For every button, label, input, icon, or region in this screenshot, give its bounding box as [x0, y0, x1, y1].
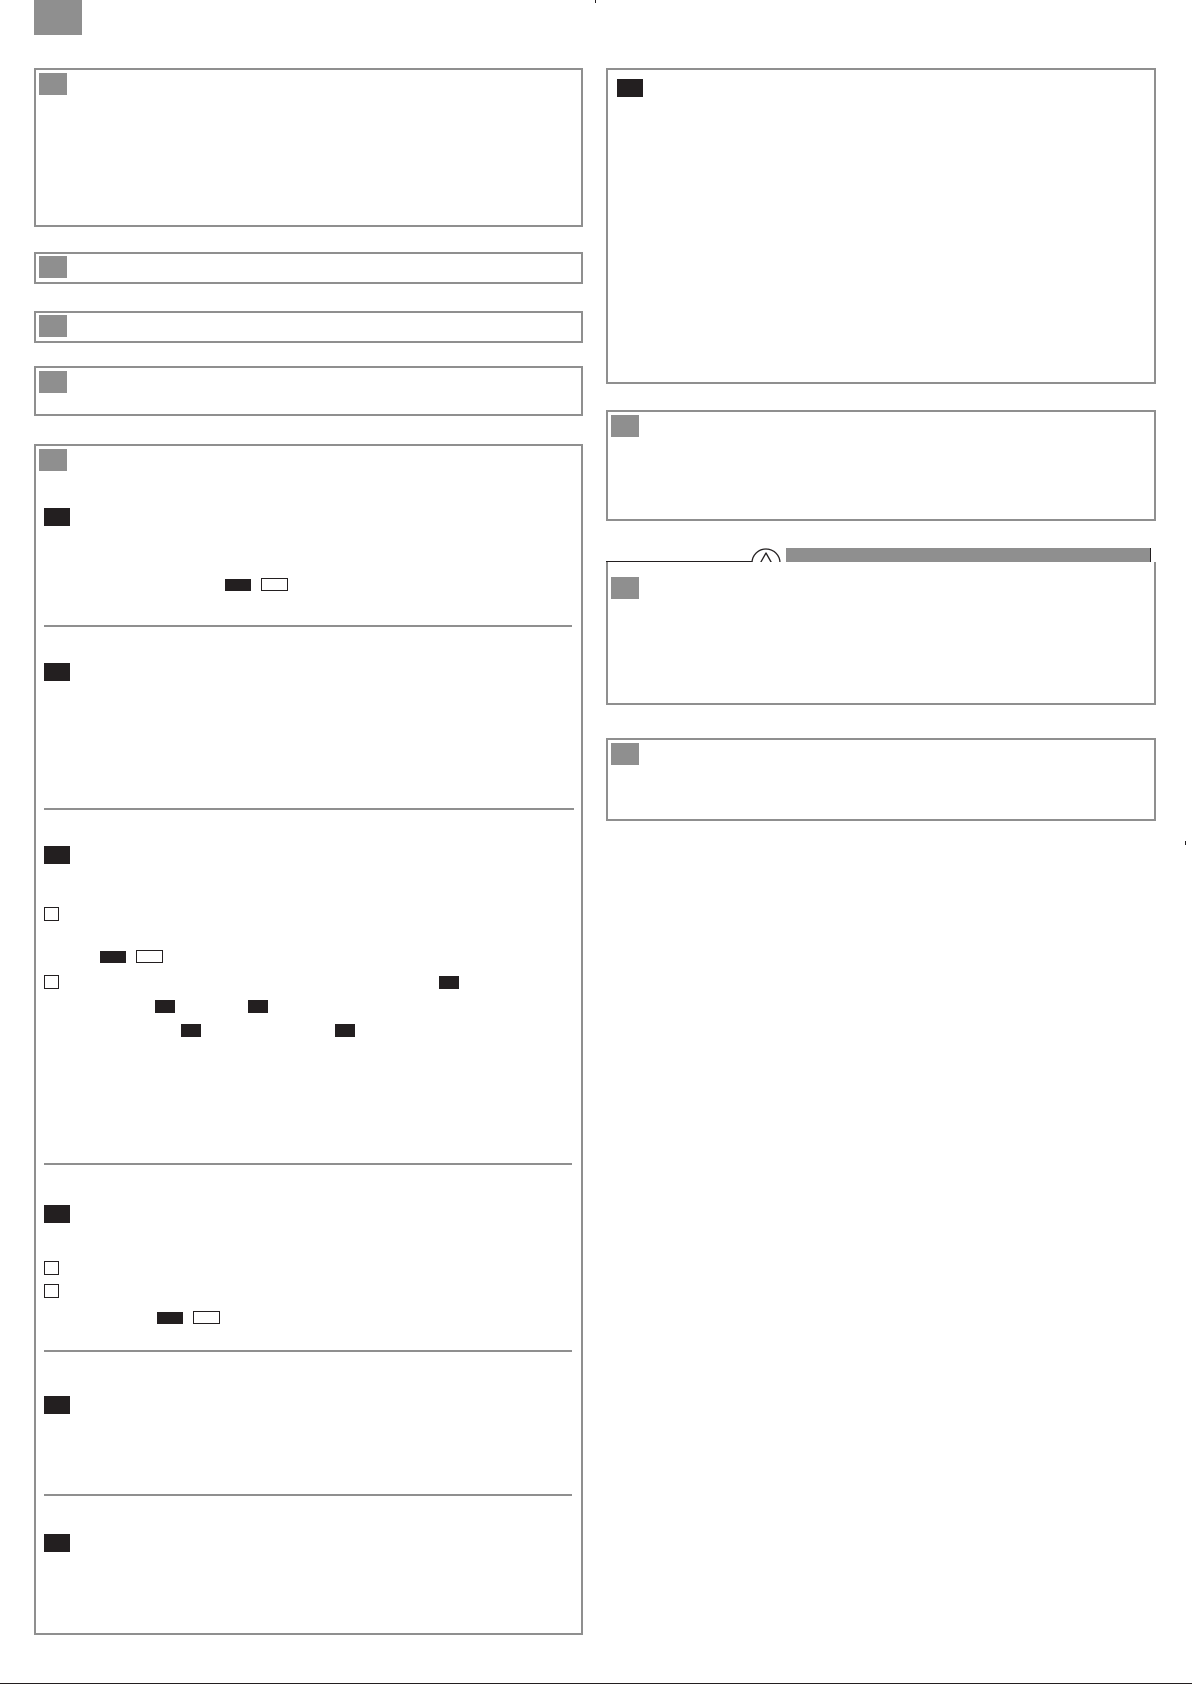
left-panel-3 [34, 311, 583, 343]
subsection-marker-f [44, 1534, 70, 1552]
inline-outline-key [136, 950, 163, 963]
inline-dark-key [155, 1000, 175, 1013]
inline-outline-key [261, 578, 288, 591]
subsection-divider [44, 1350, 572, 1352]
left-panel-1 [34, 68, 583, 227]
inline-dark-key [225, 579, 251, 591]
top-edge-tick [595, 0, 596, 3]
inline-dark-key [335, 1024, 355, 1037]
banner-edge-tick [1150, 548, 1151, 562]
checkbox-bullet [44, 1261, 59, 1275]
right-edge-tick [1185, 841, 1186, 845]
inline-dark-key [248, 1000, 268, 1013]
bottom-trim-line [0, 1683, 1192, 1684]
subsection-marker-a [44, 508, 70, 526]
right-panel-1 [606, 68, 1156, 384]
section-marker [39, 73, 67, 95]
checkbox-bullet [44, 907, 59, 921]
section-marker [39, 371, 67, 393]
inline-dark-key [439, 976, 459, 989]
inline-outline-key [193, 1311, 220, 1324]
subsection-divider [44, 1163, 572, 1165]
left-panel-main [34, 444, 583, 1635]
right-panel-2 [606, 410, 1156, 521]
right-panel-warning [606, 562, 1156, 705]
subsection-divider [44, 625, 572, 627]
subsection-divider [44, 1494, 572, 1496]
inline-dark-key [181, 1024, 201, 1037]
section-marker [611, 415, 639, 437]
checkbox-bullet [44, 975, 59, 989]
checkbox-bullet [44, 1284, 59, 1298]
left-panel-4 [34, 366, 583, 416]
page-corner-marker [34, 0, 82, 35]
subsection-marker [617, 79, 643, 97]
section-marker [611, 743, 639, 765]
subsection-divider [44, 808, 574, 810]
left-panel-2 [34, 252, 583, 284]
subsection-marker-b [44, 663, 70, 681]
inline-dark-key [100, 951, 126, 963]
section-marker [39, 256, 67, 278]
subsection-marker-d [44, 1205, 70, 1223]
right-panel-4 [606, 738, 1156, 821]
inline-dark-key [157, 1312, 183, 1324]
section-marker [39, 449, 67, 471]
subsection-marker-c [44, 846, 70, 864]
subsection-marker-e [44, 1396, 70, 1414]
section-marker [39, 315, 67, 337]
section-marker [611, 577, 639, 599]
